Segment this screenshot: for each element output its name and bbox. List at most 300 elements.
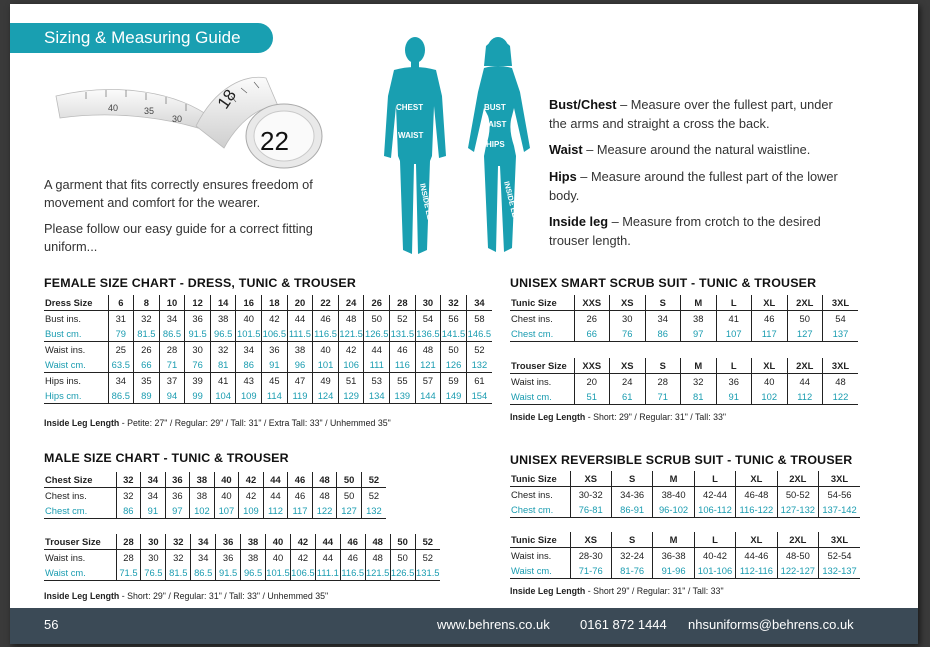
table-cell: 34 <box>108 373 134 389</box>
table-cell: 42 <box>239 488 264 504</box>
table-cell: 61 <box>466 373 492 389</box>
table-cell: 50 <box>441 342 467 358</box>
table-row <box>510 326 858 342</box>
reversible-trouser-table <box>510 532 860 579</box>
female-bust-label: BUST <box>484 103 506 112</box>
table-cell: 81.5 <box>134 326 160 342</box>
table-cell: 40-42 <box>694 548 735 564</box>
hips-definition <box>549 168 849 205</box>
smart-trouser-table <box>510 358 858 405</box>
table-cell: 38 <box>210 311 236 327</box>
table-row <box>44 550 440 566</box>
table-cell: 34 <box>191 534 216 550</box>
female-leg-label: INSIDE LEG <box>502 180 522 224</box>
table-cell: 48 <box>823 374 859 390</box>
row-label: Waist ins. <box>45 344 86 355</box>
table-cell: 51 <box>338 373 364 389</box>
table-cell: 28 <box>390 295 416 311</box>
table-cell: 79 <box>108 326 134 342</box>
table-cell: 35 <box>134 373 160 389</box>
table-cell: 48 <box>365 550 390 566</box>
table-cell: 71 <box>645 389 681 405</box>
row-label: Chest ins. <box>511 313 553 324</box>
unisex-smart-title: UNISEX SMART SCRUB SUIT - TUNIC & TROUSER <box>510 276 817 290</box>
waist-term: Waist <box>549 142 583 157</box>
table-cell: 34 <box>191 550 216 566</box>
table-cell: 49 <box>313 373 339 389</box>
row-label: Waist ins. <box>45 552 86 563</box>
table-cell: 104 <box>210 388 236 404</box>
table-cell: 101 <box>313 357 339 373</box>
table-row <box>510 374 858 390</box>
row-label: Tunic Size <box>510 532 570 548</box>
table-cell: 32 <box>441 295 467 311</box>
male-chart-title: MALE SIZE CHART - TUNIC & TROUSER <box>44 451 289 465</box>
table-row <box>510 548 860 564</box>
row-label: Bust cm. <box>44 326 108 342</box>
table-cell: M <box>681 358 717 374</box>
table-cell: 50 <box>337 488 362 504</box>
table-cell: 14 <box>210 295 236 311</box>
table-cell: 36 <box>185 311 211 327</box>
row-label: Tunic Size <box>510 471 570 487</box>
table-cell: 89 <box>134 388 160 404</box>
table-cell: 96.5 <box>210 326 236 342</box>
table-cell: 40 <box>313 342 339 358</box>
male-inside-leg <box>44 591 328 601</box>
table-cell: 86 <box>116 503 141 519</box>
table-row <box>510 563 860 579</box>
table-cell: 52 <box>390 311 416 327</box>
table-cell: 36 <box>262 342 288 358</box>
table-cell: 132 <box>466 357 492 373</box>
table-cell: 30 <box>141 534 166 550</box>
table-cell: 10 <box>159 295 185 311</box>
table-cell: 45 <box>262 373 288 389</box>
female-inside-leg <box>44 418 391 428</box>
table-cell: 44 <box>263 472 288 488</box>
table-cell: L <box>716 295 752 311</box>
table-cell: 129 <box>338 388 364 404</box>
table-cell: 116.5 <box>340 565 365 581</box>
table-cell: 50 <box>390 550 415 566</box>
table-cell: 43 <box>236 373 262 389</box>
table-cell: 116.5 <box>313 326 339 342</box>
table-cell: S <box>611 471 652 487</box>
row-label: Hips ins. <box>45 375 81 386</box>
table-cell: 59 <box>441 373 467 389</box>
table-cell: 52 <box>415 550 440 566</box>
table-cell: 32 <box>681 374 717 390</box>
table-cell: 42 <box>262 311 288 327</box>
table-cell: 50 <box>787 311 823 327</box>
table-row <box>510 502 860 518</box>
table-cell: XL <box>736 471 777 487</box>
table-cell: 34 <box>466 295 492 311</box>
table-cell: S <box>611 532 652 548</box>
table-cell: 102 <box>752 389 788 405</box>
table-cell: M <box>653 471 694 487</box>
table-cell: 52 <box>466 342 492 358</box>
table-cell: 121 <box>415 357 441 373</box>
table-cell: 44 <box>364 342 390 358</box>
table-cell: 106.5 <box>262 326 288 342</box>
table-row <box>510 532 860 548</box>
tape-number-35: 35 <box>144 106 155 116</box>
row-label: Tunic Size <box>510 295 574 311</box>
bust-definition <box>549 96 849 133</box>
waist-text: – Measure around the natural waistline. <box>582 142 811 157</box>
row-label: Waist cm. <box>510 563 570 579</box>
table-cell: 122 <box>312 503 337 519</box>
table-cell: 127 <box>787 326 823 342</box>
table-cell: 134 <box>364 388 390 404</box>
table-cell: M <box>681 295 717 311</box>
male-waist-label: WAIST <box>398 131 424 140</box>
table-row <box>44 295 492 311</box>
row-label: Waist cm. <box>510 389 574 405</box>
table-cell: 32 <box>166 534 191 550</box>
table-cell: 46 <box>390 342 416 358</box>
inside-leg-definition <box>549 213 849 250</box>
table-cell: 44 <box>787 374 823 390</box>
female-waist-label: WAIST <box>481 120 507 129</box>
female-chart-title: FEMALE SIZE CHART - DRESS, TUNIC & TROUSER <box>44 276 356 290</box>
table-cell: L <box>694 471 735 487</box>
intro-paragraph-1: A garment that fits correctly ensures freedom of movement and comfort for the wearer. <box>44 177 313 210</box>
table-cell: 36 <box>165 488 190 504</box>
row-label: Hips cm. <box>44 388 108 404</box>
table-cell: 109 <box>239 503 264 519</box>
table-cell: 154 <box>466 388 492 404</box>
table-cell: 32 <box>166 550 191 566</box>
table-cell: 3XL <box>823 358 859 374</box>
table-cell: 48 <box>415 342 441 358</box>
table-cell: 66 <box>574 326 610 342</box>
table-cell: 26 <box>364 295 390 311</box>
table-cell: 53 <box>364 373 390 389</box>
row-label: Waist cm. <box>44 357 108 373</box>
table-cell: 106.5 <box>290 565 315 581</box>
table-row <box>510 471 860 487</box>
table-cell: 36 <box>165 472 190 488</box>
table-cell: 30 <box>185 342 211 358</box>
table-cell: 20 <box>574 374 610 390</box>
table-row <box>510 295 858 311</box>
table-cell: 46 <box>288 488 313 504</box>
table-cell: 42-44 <box>694 487 735 503</box>
page-title: Sizing & Measuring Guide <box>10 23 273 53</box>
table-cell: 51 <box>574 389 610 405</box>
male-leg-text: - Short: 29" / Regular: 31" / Tall: 33" / Unhemmed 35" <box>119 591 329 601</box>
table-cell: 56 <box>441 311 467 327</box>
table-cell: 63.5 <box>108 357 134 373</box>
table-cell: 30 <box>415 295 441 311</box>
row-label: Trouser Size <box>44 534 116 550</box>
unisex-reversible-title: UNISEX REVERSIBLE SCRUB SUIT - TUNIC & TROUSER <box>510 453 853 467</box>
table-cell: 36 <box>216 550 241 566</box>
reversible-tunic-table <box>510 471 860 518</box>
table-cell: 91 <box>716 389 752 405</box>
male-chest-table <box>44 472 386 519</box>
table-cell: 131.5 <box>390 326 416 342</box>
table-cell: 3XL <box>823 295 859 311</box>
table-cell: 50-52 <box>777 487 818 503</box>
table-cell: 38 <box>241 550 266 566</box>
table-cell: 24 <box>338 295 364 311</box>
table-row <box>510 487 860 503</box>
catalog-page <box>10 4 918 644</box>
table-cell: 149 <box>441 388 467 404</box>
table-cell: 86 <box>236 357 262 373</box>
table-cell: 111.1 <box>315 565 340 581</box>
row-label: Chest cm. <box>510 326 574 342</box>
tape-number-22: 22 <box>260 126 289 156</box>
table-cell: 119 <box>287 388 313 404</box>
table-cell: 38 <box>681 311 717 327</box>
female-figure <box>458 36 540 258</box>
table-cell: 26 <box>574 311 610 327</box>
row-label: Bust ins. <box>45 313 81 324</box>
table-row <box>44 488 386 504</box>
table-cell: 41 <box>716 311 752 327</box>
table-cell: XXS <box>574 295 610 311</box>
table-row <box>44 503 386 519</box>
table-cell: 48 <box>365 534 390 550</box>
table-cell: 54-56 <box>819 487 860 503</box>
table-cell: 107 <box>214 503 239 519</box>
table-cell: XS <box>610 358 646 374</box>
table-cell: XS <box>570 471 611 487</box>
table-cell: 34 <box>236 342 262 358</box>
table-cell: 50 <box>390 534 415 550</box>
table-cell: 2XL <box>777 532 818 548</box>
website-link[interactable]: www.behrens.co.uk <box>437 617 550 632</box>
male-leg-label: Inside Leg Length <box>44 591 120 601</box>
table-cell: 42 <box>338 342 364 358</box>
table-cell: 106 <box>338 357 364 373</box>
table-cell: 71-76 <box>570 563 611 579</box>
table-cell: 81-76 <box>611 563 652 579</box>
table-cell: 66 <box>134 357 160 373</box>
table-cell: 46-48 <box>736 487 777 503</box>
table-cell: 112-116 <box>736 563 777 579</box>
table-cell: 112 <box>787 389 823 405</box>
table-cell: 32 <box>210 342 236 358</box>
table-cell: 34 <box>141 472 166 488</box>
table-row <box>44 342 492 358</box>
table-cell: 114 <box>262 388 288 404</box>
table-cell: 44 <box>287 311 313 327</box>
table-cell: 38 <box>241 534 266 550</box>
table-cell: 36 <box>216 534 241 550</box>
table-cell: 131.5 <box>415 565 440 581</box>
table-cell: 117 <box>752 326 788 342</box>
row-label: Chest cm. <box>510 502 570 518</box>
table-cell: 38 <box>287 342 313 358</box>
table-cell: 101.5 <box>266 565 291 581</box>
email-link[interactable]: nhsuniforms@behrens.co.uk <box>688 617 854 632</box>
table-cell: 116-122 <box>736 502 777 518</box>
table-cell: 52 <box>361 472 386 488</box>
tape-number-40: 40 <box>108 103 119 113</box>
row-label: Dress Size <box>44 295 108 311</box>
table-row <box>44 388 492 404</box>
table-cell: L <box>694 532 735 548</box>
table-cell: 34-36 <box>611 487 652 503</box>
table-cell: 76 <box>610 326 646 342</box>
table-row <box>510 389 858 405</box>
table-cell: 41 <box>210 373 236 389</box>
table-cell: 34 <box>141 488 166 504</box>
leg-text: – Measure from crotch to the desired trouser length. <box>549 214 821 248</box>
intro-paragraph-2: Please follow our easy guide for a correct fitting uniform... <box>44 221 313 254</box>
table-cell: 40 <box>266 550 291 566</box>
table-cell: 50 <box>337 472 362 488</box>
row-label: Trouser Size <box>510 358 574 374</box>
table-cell: 30 <box>141 550 166 566</box>
table-cell: 86 <box>645 326 681 342</box>
table-cell: 28 <box>159 342 185 358</box>
table-cell: 107 <box>716 326 752 342</box>
table-cell: 46 <box>313 311 339 327</box>
table-cell: 96-102 <box>653 502 694 518</box>
table-cell: L <box>716 358 752 374</box>
bust-text: – Measure over the fullest part, under the arms and straight a cross the back. <box>549 97 833 131</box>
table-cell: 121.5 <box>338 326 364 342</box>
hips-text: – Measure around the fullest part of the lower body. <box>549 169 838 203</box>
table-cell: 24 <box>610 374 646 390</box>
table-cell: 44 <box>263 488 288 504</box>
table-cell: 127 <box>337 503 362 519</box>
table-cell: 39 <box>185 373 211 389</box>
table-cell: 144 <box>415 388 441 404</box>
table-cell: 44 <box>315 550 340 566</box>
table-cell: 126.5 <box>390 565 415 581</box>
table-cell: 132 <box>361 503 386 519</box>
table-cell: 3XL <box>819 532 860 548</box>
table-cell: 48-50 <box>777 548 818 564</box>
row-label: Waist cm. <box>44 565 116 581</box>
table-cell: 94 <box>159 388 185 404</box>
table-cell: 81 <box>681 389 717 405</box>
row-label: Chest cm. <box>44 503 116 519</box>
table-cell: 46 <box>340 550 365 566</box>
male-chest-label: CHEST <box>396 103 424 112</box>
table-cell: 42 <box>290 550 315 566</box>
table-cell: 32 <box>116 488 141 504</box>
male-trouser-table <box>44 534 440 581</box>
female-leg-text: - Petite: 27" / Regular: 29" / Tall: 31" / Extra Tall: 33" / Unhemmed 35" <box>119 418 391 428</box>
table-cell: 116 <box>390 357 416 373</box>
table-cell: 139 <box>390 388 416 404</box>
table-cell: 71.5 <box>116 565 141 581</box>
female-leg-label: Inside Leg Length <box>44 418 120 428</box>
table-cell: 102 <box>190 503 215 519</box>
table-cell: 48 <box>312 472 337 488</box>
table-cell: 2XL <box>787 358 823 374</box>
leg-term: Inside leg <box>549 214 609 229</box>
table-cell: 76 <box>185 357 211 373</box>
table-cell: 71 <box>159 357 185 373</box>
table-cell: 61 <box>610 389 646 405</box>
table-cell: 32 <box>134 311 160 327</box>
table-cell: S <box>645 295 681 311</box>
row-label: Waist ins. <box>511 376 552 387</box>
table-cell: 141.5 <box>441 326 467 342</box>
table-cell: 28 <box>116 534 141 550</box>
table-cell: 137-142 <box>819 502 860 518</box>
table-cell: 8 <box>134 295 160 311</box>
table-cell: 22 <box>313 295 339 311</box>
reversible-inside-leg <box>510 586 724 596</box>
table-cell: 58 <box>466 311 492 327</box>
table-cell: XS <box>570 532 611 548</box>
table-cell: 12 <box>185 295 211 311</box>
male-figure <box>382 36 448 258</box>
table-cell: 16 <box>236 295 262 311</box>
table-cell: 122 <box>823 389 859 405</box>
table-cell: 86.5 <box>159 326 185 342</box>
row-label: Chest Size <box>44 472 116 488</box>
table-cell: 52 <box>415 534 440 550</box>
table-cell: XXS <box>574 358 610 374</box>
table-cell: XL <box>752 358 788 374</box>
table-cell: 101.5 <box>236 326 262 342</box>
table-cell: 26 <box>134 342 160 358</box>
bust-term: Bust/Chest <box>549 97 617 112</box>
table-cell: 127-132 <box>777 502 818 518</box>
table-cell: 91 <box>141 503 166 519</box>
table-cell: 52 <box>361 488 386 504</box>
table-cell: 2XL <box>777 471 818 487</box>
male-leg-label: INSIDE LEG <box>418 182 436 227</box>
table-row <box>44 534 440 550</box>
table-cell: 40 <box>236 311 262 327</box>
row-label: Chest ins. <box>511 489 553 500</box>
table-cell: 3XL <box>819 471 860 487</box>
table-cell: 54 <box>415 311 441 327</box>
table-cell: 112 <box>263 503 288 519</box>
table-cell: 38 <box>190 472 215 488</box>
table-row <box>44 357 492 373</box>
table-cell: 42 <box>239 472 264 488</box>
table-cell: 126 <box>441 357 467 373</box>
table-cell: 31 <box>108 311 134 327</box>
table-cell: 32-24 <box>611 548 652 564</box>
table-cell: 46 <box>752 311 788 327</box>
table-row <box>44 326 492 342</box>
table-cell: 91 <box>262 357 288 373</box>
table-cell: 54 <box>823 311 859 327</box>
footer-bar <box>10 608 918 644</box>
table-cell: 38-40 <box>653 487 694 503</box>
hips-term: Hips <box>549 169 577 184</box>
table-cell: 6 <box>108 295 134 311</box>
phone-number[interactable]: 0161 872 1444 <box>580 617 667 632</box>
table-cell: 34 <box>645 311 681 327</box>
table-cell: 30-32 <box>570 487 611 503</box>
table-cell: 28-30 <box>570 548 611 564</box>
reversible-leg-text: - Short 29" / Regular: 31" / Tall: 33" <box>585 586 724 596</box>
table-cell: 40 <box>214 472 239 488</box>
table-cell: 137 <box>823 326 859 342</box>
table-cell: 101-106 <box>694 563 735 579</box>
table-row <box>44 373 492 389</box>
tape-measure-image <box>46 66 326 174</box>
table-cell: 124 <box>313 388 339 404</box>
table-cell: 146.5 <box>466 326 492 342</box>
